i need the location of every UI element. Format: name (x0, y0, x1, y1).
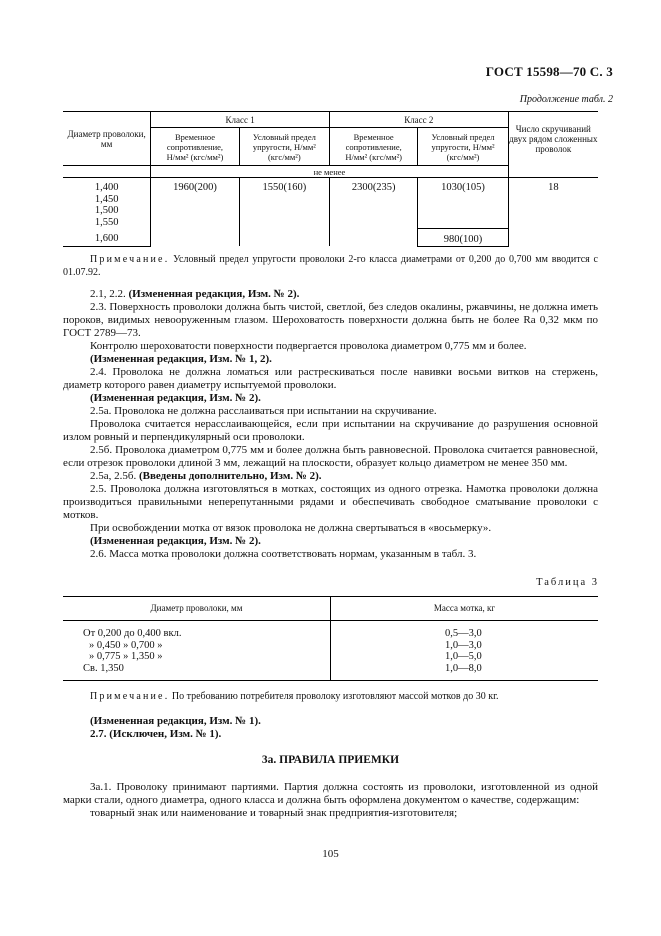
diameter-row: 1,450 (94, 193, 119, 205)
col-diameter-header: Диаметр проволоки, мм (63, 112, 151, 166)
c2-elastic-value: 1030(105) (418, 178, 508, 229)
table3-col-mass: Масса мотка, кг (433, 603, 496, 613)
tail-text (63, 715, 598, 741)
table-2 (63, 111, 598, 247)
note-1: Примечание. Условный предел упругости проволоки 2-го класса диаметрами от 0,200 до 0,700 мм вводится с 01.07.92. (63, 254, 598, 278)
paragraph: 2.3. Поверхность проволоки должна быть чистой, светлой, без следов окалины, ржавчины, не должна иметь пороков, видимых невооруженным глазом. Шероховатость поверхности должна быть не более Ra 0,32 мкм по ГОСТ 2789—73. (63, 301, 598, 339)
paragraph: (Измененная редакция, Изм. № 2). (90, 392, 261, 404)
paragraph: 2.5. Проволока должна изготовляться в мотках, состоящих из одного отрезка. Намотка проволоки должна производиться правильными неперепутанными рядами и обеспечивать свободное сматывание проволоки с мотков. (63, 483, 598, 521)
table-row: 0,5—3,0 (445, 628, 482, 639)
table-row: 1,0—3,0 (445, 639, 482, 651)
c1-elastic-value: 1550(160) (239, 178, 329, 247)
page-number: 105 (322, 848, 339, 860)
paragraph: 3а.1. Проволоку принимают партиями. Партия должна состоять из проволоки, изготовленной из одной марки стали, одного диаметра, одного класса и должна быть оформлена документом о качестве, содержащим: (63, 781, 598, 806)
paragraph: 2.5а, 2.5б. (Введены дополнительно, Изм. № 2). (90, 470, 322, 482)
table-row: От 0,200 до 0,400 вкл. (83, 628, 182, 639)
paragraph: 2.5а. Проволока не должна расслаиваться при испытании на скручивание. (90, 405, 437, 417)
c2-elastic-value-last: 980(100) (418, 228, 508, 246)
paragraph: 2.5б. Проволока диаметром 0,775 мм и более должна быть равновесной. Проволока считается равновесной, если отрезок проволоки длиной 3 мм, лежащий на плоскости, образует кольцо диаметром не менее 350 мм. (63, 444, 598, 469)
c1-temp-value: 1960(200) (151, 178, 239, 247)
class2-header: Класс 2 (329, 112, 508, 128)
table3-diameter-cells (83, 628, 181, 674)
paragraph: (Измененная редакция, Изм. № 1, 2). (90, 353, 272, 365)
paragraph: 2.1, 2.2. (Измененная редакция, Изм. № 2). (90, 288, 300, 300)
c1-temp-header: Временное сопротивление, Н/мм² (кгс/мм²) (151, 128, 239, 166)
diameter-list (63, 178, 151, 229)
paragraph: (Измененная редакция, Изм. № 2). (90, 535, 261, 547)
paragraph: 2.4. Проволока не должна ломаться или растрескиваться после навивки восьми витков на стержень, диаметр которого равен диаметру испытуемой проволоки. (63, 366, 598, 391)
col-twists-header: Число скручиваний двух рядом сложенных проволок (508, 112, 598, 166)
c2-temp-value: 2300(235) (329, 178, 417, 247)
body-text (63, 288, 598, 561)
paragraph: товарный знак или наименование и товарный знак предприятия-изготовителя; (90, 807, 458, 819)
paragraph: 2.6. Масса мотка проволоки должна соответствовать нормам, указанным в табл. 3. (90, 548, 477, 560)
table3-mass-cells (445, 628, 482, 674)
table-row: 1,0—5,0 (445, 651, 482, 662)
table3-col-diameter: Диаметр проволоки, мм (150, 603, 243, 613)
paragraph: Проволока считается нерасслаивающейся, если при испытании на скручивание до разрушения основной излом ровный и перпендикулярный оси проволоки. (63, 418, 598, 443)
diameter-row: 1,400 (94, 182, 119, 193)
table-3 (63, 596, 598, 681)
table-row: Св. 1,350 (83, 662, 124, 674)
page-header: ГОСТ 15598—70 С. 3 (485, 64, 613, 79)
twists-value: 18 (548, 182, 559, 193)
table-row: 1,0—8,0 (445, 662, 482, 674)
note-2: Примечание. По требованию потребителя проволоку изготовляют массой мотков до 30 кг. (90, 691, 499, 702)
class1-header: Класс 1 (151, 112, 330, 128)
table-row: » 0,450 » 0,700 » (89, 639, 163, 651)
diameter-row: 1,550 (94, 216, 119, 228)
not-less-label: не менее (151, 166, 508, 178)
section-heading: 3а. ПРАВИЛА ПРИЕМКИ (261, 754, 400, 766)
c1-elastic-header: Условный предел упругости, Н/мм² (кгс/мм²) (239, 128, 329, 166)
table-row: » 0,775 » 1,350 » (89, 651, 163, 662)
c2-elastic-header: Условный предел упругости, Н/мм² (кгс/мм²) (418, 128, 508, 166)
section-text (63, 781, 598, 820)
paragraph: (Измененная редакция, Изм. № 1). (90, 715, 261, 727)
diameter-row: 1,500 (94, 205, 119, 216)
paragraph: При освобождении мотка от вязок проволока не должна свертываться в «восьмерку». (90, 522, 492, 534)
table-3-caption: Таблица 3 (536, 577, 599, 588)
table-continuation-label: Продолжение табл. 2 (519, 94, 613, 105)
diameter-row: 1,600 (63, 228, 151, 246)
paragraph: Контролю шероховатости поверхности подвергается проволока диаметром 0,775 мм и более. (90, 340, 527, 352)
paragraph: 2.7. (Исключен, Изм. № 1). (90, 728, 222, 740)
c2-temp-header: Временное сопротивление, Н/мм² (кгс/мм²) (329, 128, 417, 166)
